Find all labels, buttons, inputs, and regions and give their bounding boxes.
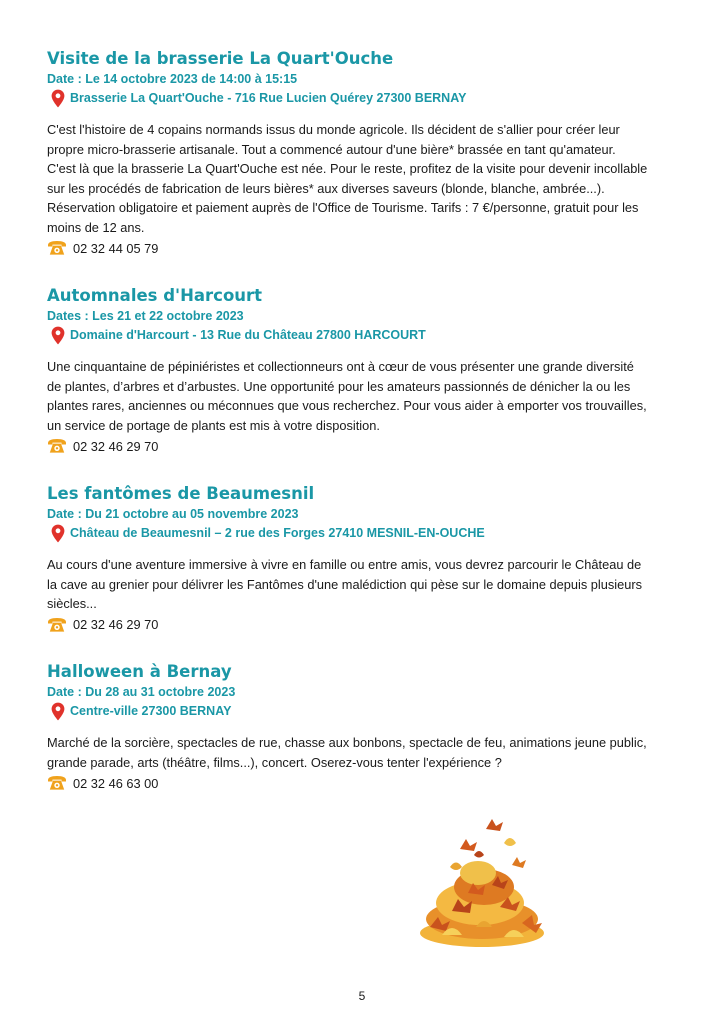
location-pin-icon bbox=[51, 89, 65, 108]
event-phone-number[interactable]: 02 32 46 63 00 bbox=[73, 775, 159, 791]
event-title: Halloween à Bernay bbox=[47, 662, 232, 681]
leaf-pile-icon bbox=[420, 819, 544, 947]
event-title: Les fantômes de Beaumesnil bbox=[47, 484, 315, 503]
event-phone-number[interactable]: 02 32 44 05 79 bbox=[73, 240, 159, 256]
event-halloween bbox=[47, 662, 682, 793]
page-number: 5 bbox=[358, 989, 366, 1003]
description-line: Réservation obligatoire et paiement auprès de l'Office de Tourisme. Tarifs : 7 €/personne, gratuit pour les bbox=[47, 200, 639, 215]
description-line: Au cours d'une aventure immersive à vivre en famille ou entre amis, vous devrez parcourir le Château de bbox=[47, 557, 642, 572]
description-line: un service de portage de plants est mis à votre disposition. bbox=[47, 417, 380, 433]
description-line: grande parade, arts (théâtre, films...), concert. Oserez-vous tenter l'expérience ? bbox=[47, 754, 502, 770]
telephone-icon bbox=[47, 240, 67, 256]
location-pin-icon bbox=[51, 702, 65, 721]
event-date: Dates : Les 21 et 22 octobre 2023 bbox=[47, 309, 244, 323]
event-location bbox=[51, 88, 682, 108]
event-phone bbox=[47, 238, 682, 258]
event-phone-number[interactable]: 02 32 46 29 70 bbox=[73, 617, 159, 632]
event-automnales bbox=[47, 286, 682, 456]
event-title: Automnales d'Harcourt bbox=[47, 286, 263, 305]
description-line: C'est là que la brasserie La Quart'Ouche est née. Pour le reste, profitez de la visite pour devenir incollable bbox=[47, 161, 648, 176]
event-location-text: Centre-ville 27300 BERNAY bbox=[70, 704, 232, 718]
description-line: de plantes, d’arbres et d’arbustes. Une opportunité pour les amateurs passionnés de dénicher la ou les bbox=[47, 378, 631, 394]
description-line: C'est l'histoire de 4 copains normands issus du monde agricole. Ils décident de s'allier pour créer leur bbox=[47, 122, 620, 137]
event-location bbox=[51, 701, 682, 721]
description-line: plantes rares, anciennes ou méconnues que vous recherchez. Pour vous aider à emporter vos trouvailles, bbox=[47, 398, 647, 413]
event-phone bbox=[47, 615, 682, 635]
event-location bbox=[51, 325, 682, 345]
event-phone bbox=[47, 773, 682, 793]
event-date: Date : Du 28 au 31 octobre 2023 bbox=[47, 685, 236, 699]
event-phone bbox=[47, 436, 682, 456]
telephone-icon bbox=[47, 775, 67, 791]
event-brasserie bbox=[47, 49, 682, 258]
description-line: la cave au grenier pour délivrer les Fantômes d'une malédiction qui pèse sur le domaine depuis plusieurs bbox=[47, 576, 642, 592]
event-description bbox=[47, 733, 682, 772]
location-pin-icon bbox=[51, 524, 65, 543]
telephone-icon bbox=[47, 438, 67, 454]
event-location-text: Brasserie La Quart'Ouche - 716 Rue Lucien Quérey 27300 BERNAY bbox=[70, 91, 467, 105]
event-description bbox=[47, 120, 682, 237]
event-location-text: Domaine d'Harcourt - 13 Rue du Château 27800 HARCOURT bbox=[70, 328, 426, 342]
telephone-icon bbox=[47, 617, 67, 633]
autumn-leaves-illustration bbox=[412, 815, 552, 951]
event-date: Date : Le 14 octobre 2023 de 14:00 à 15:15 bbox=[47, 72, 298, 86]
description-line: Une cinquantaine de pépiniéristes et collectionneurs ont à cœur de vous présenter une grande diversité bbox=[47, 359, 634, 374]
event-date: Date : Du 21 octobre au 05 novembre 2023 bbox=[47, 507, 299, 521]
event-description bbox=[47, 555, 682, 614]
event-phone-number[interactable]: 02 32 46 29 70 bbox=[73, 438, 159, 454]
description-line: Marché de la sorcière, spectacles de rue, chasse aux bonbons, spectacle de feu, animations jeune public, bbox=[47, 735, 647, 750]
event-location bbox=[51, 523, 682, 543]
location-pin-icon bbox=[51, 326, 65, 345]
event-title: Visite de la brasserie La Quart'Ouche bbox=[47, 49, 394, 68]
description-line: propre micro-brasserie artisanale. Tout a commencé autour d'une bière* brassée en tant qu'amateur. bbox=[47, 141, 616, 157]
description-line: moins de 12 ans. bbox=[47, 219, 145, 235]
event-fantomes bbox=[47, 484, 682, 635]
description-line: sur les procédés de fabrication de leurs bières* aux diverses saveurs (blonde, blanche, ambrée...). bbox=[47, 180, 605, 196]
description-line: siècles... bbox=[47, 596, 97, 611]
event-location-text: Château de Beaumesnil – 2 rue des Forges 27410 MESNIL-EN-OUCHE bbox=[70, 526, 485, 540]
event-description bbox=[47, 357, 682, 435]
